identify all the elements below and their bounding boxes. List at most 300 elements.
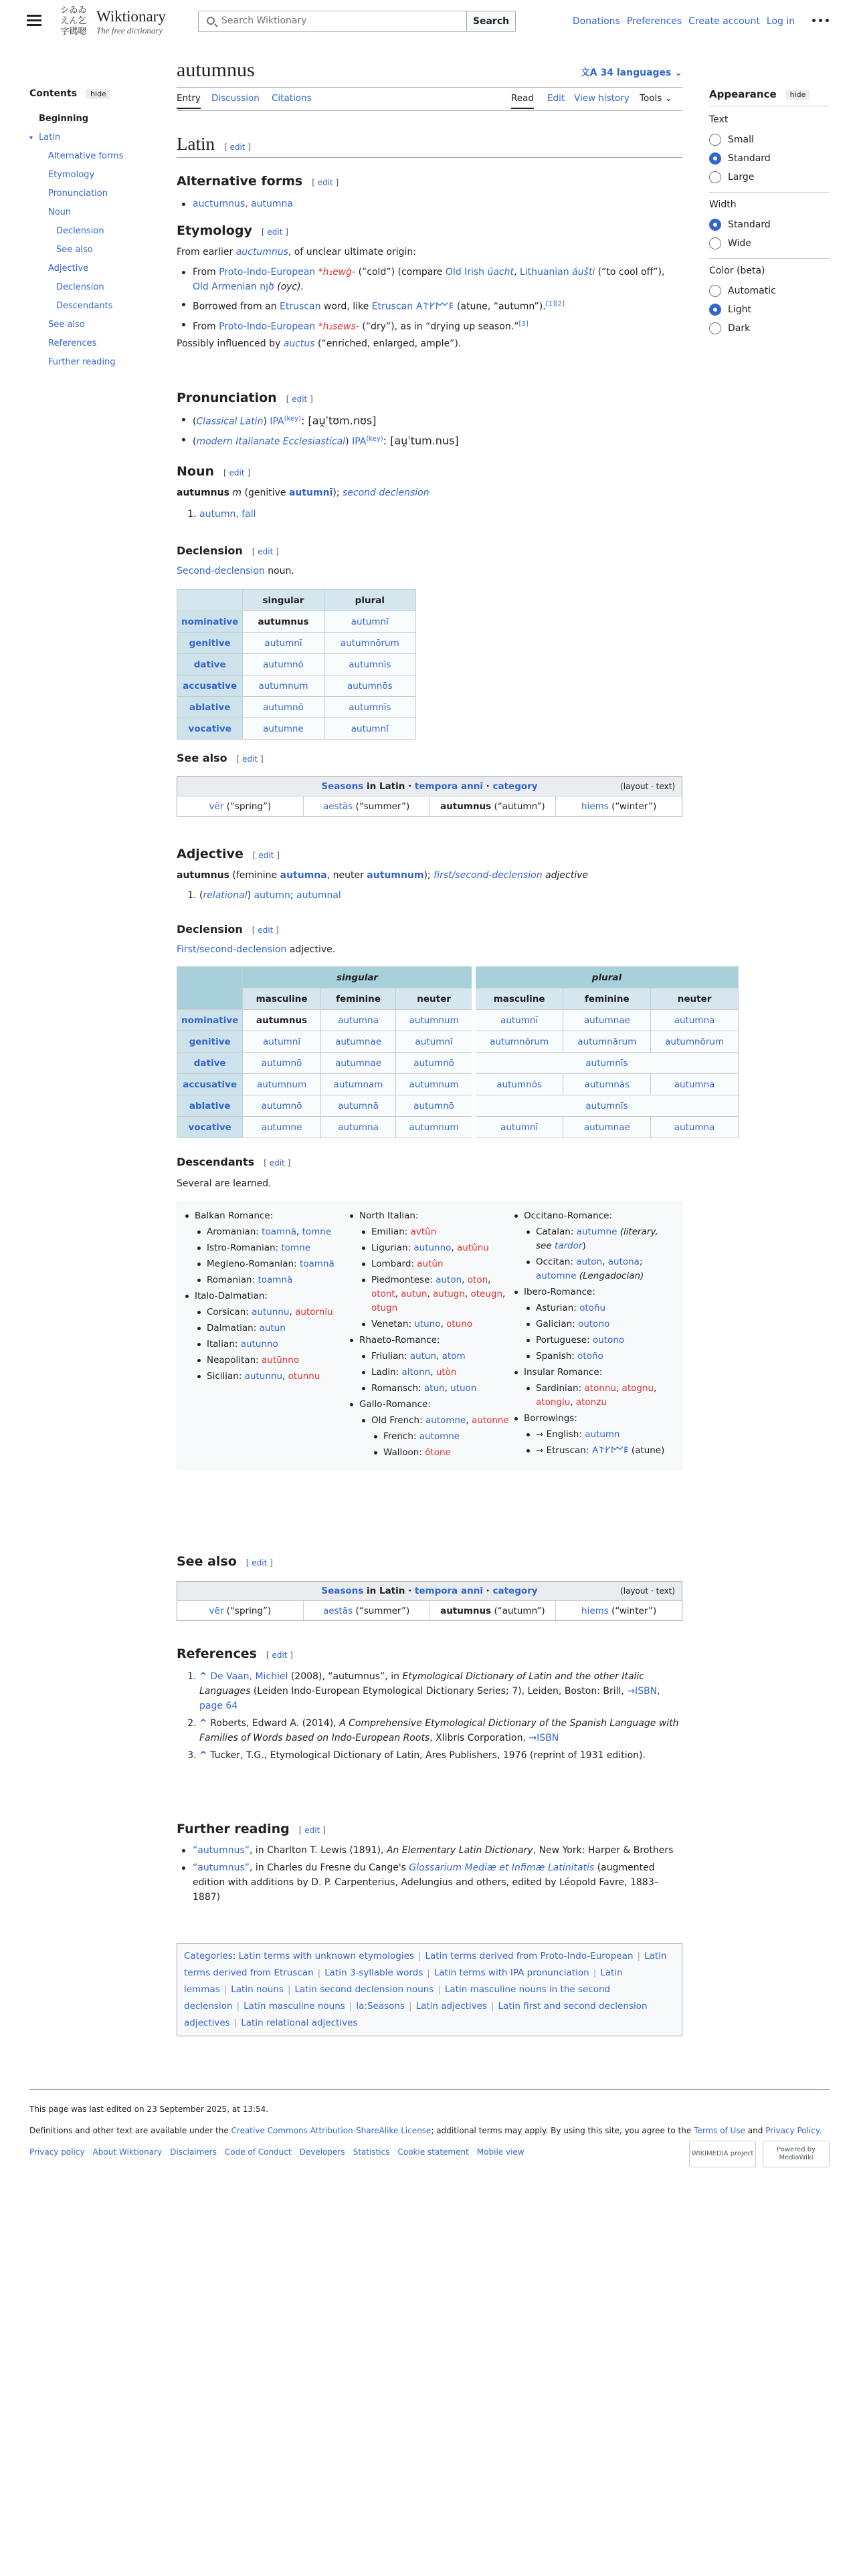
cell-link[interactable]: autumnōs: [496, 1079, 542, 1090]
case-header[interactable]: ablative: [177, 697, 243, 718]
cell-link[interactable]: autumna: [674, 1121, 715, 1133]
descendant-link[interactable]: utuno: [414, 1319, 441, 1329]
case-header[interactable]: genitive: [177, 1031, 243, 1053]
category-link[interactable]: Latin masculine nouns in the second declension: [184, 1984, 611, 2012]
etym-link[interactable]: Proto-Indo-European: [219, 267, 316, 278]
cell-link[interactable]: autumnī: [351, 616, 389, 627]
category-link[interactable]: Latin nouns: [231, 1984, 284, 1995]
navbox-link[interactable]: vēr: [209, 801, 224, 812]
cell-link[interactable]: autumna: [674, 1079, 715, 1090]
category-link[interactable]: Latin terms with unknown etymologies: [238, 1951, 414, 1961]
mediawiki-badge[interactable]: Powered by MediaWiki: [763, 2141, 830, 2167]
table-cell[interactable]: [474, 1031, 563, 1053]
etym-link[interactable]: 𐌀𐌕𐌖𐌌𐌄: [415, 301, 454, 312]
edit-link[interactable]: edit: [272, 1650, 288, 1660]
category-link[interactable]: Latin terms with IPA pronunciation: [434, 1967, 589, 1978]
edit-link[interactable]: edit: [267, 227, 283, 237]
category-link[interactable]: Latin adjectives: [415, 2001, 487, 2012]
toc-item-beginning[interactable]: [29, 110, 163, 128]
descendant-link[interactable]: otunnu: [288, 1371, 320, 1382]
footer-link-cookie-statement[interactable]: Cookie statement: [397, 2147, 469, 2157]
descendant-link[interactable]: autun: [401, 1289, 427, 1299]
license-link[interactable]: Creative Commons Attribution-ShareAlike License: [231, 2126, 432, 2135]
toc-item-pronunciation[interactable]: [29, 185, 163, 203]
case-header[interactable]: vocative: [177, 1117, 243, 1138]
tab-read[interactable]: Read: [511, 93, 534, 109]
tab-view-history[interactable]: View history: [574, 93, 630, 104]
ref-link[interactable]: [1][2]: [545, 300, 565, 308]
pron-label-link[interactable]: modern Italianate Ecclesiastical: [196, 436, 346, 447]
navbox-category-link[interactable]: category: [492, 1586, 538, 1596]
descendant-link[interactable]: autûnu: [457, 1243, 489, 1253]
footer-link-privacy-policy[interactable]: Privacy policy: [29, 2147, 85, 2157]
edit-link[interactable]: edit: [258, 926, 274, 935]
table-cell[interactable]: [474, 1117, 563, 1138]
table-cell[interactable]: [243, 1095, 320, 1117]
chevron-down-icon[interactable]: ▾: [29, 134, 33, 142]
navbox-tempora-link[interactable]: tempora annī: [414, 1586, 483, 1596]
table-cell[interactable]: [563, 1074, 651, 1095]
cell-link[interactable]: autumnī: [500, 1014, 539, 1026]
table-cell[interactable]: [563, 1117, 651, 1138]
toc-item-latin[interactable]: [29, 128, 163, 147]
descendant-link[interactable]: autugn: [433, 1289, 465, 1299]
create-account-link[interactable]: Create account: [688, 16, 760, 27]
navbox-category-link[interactable]: category: [492, 781, 538, 792]
further-reading-link[interactable]: Glossarium Mediæ et Infimæ Latinitatis: [409, 1862, 595, 1873]
table-cell[interactable]: [474, 1095, 739, 1117]
ref-backlink[interactable]: ^: [199, 1671, 207, 1682]
descendant-link[interactable]: autonne: [471, 1415, 509, 1426]
descendant-link[interactable]: outono: [592, 1335, 625, 1346]
footer-link-disclaimers[interactable]: Disclaimers: [170, 2147, 217, 2157]
case-header[interactable]: nominative: [177, 1010, 243, 1031]
descendant-link[interactable]: outono: [578, 1319, 610, 1329]
radio-icon[interactable]: [709, 285, 721, 297]
navbox-link[interactable]: aestās: [322, 801, 353, 812]
footer-link-statistics[interactable]: Statistics: [353, 2147, 390, 2157]
descendant-link[interactable]: automne: [419, 1431, 460, 1442]
main-menu-icon[interactable]: [27, 15, 41, 27]
cell-link[interactable]: autumnae: [583, 1014, 630, 1026]
case-header[interactable]: vocative: [177, 718, 243, 740]
table-cell[interactable]: [243, 1053, 320, 1074]
cell-link[interactable]: autumnī: [351, 723, 389, 734]
toc-item-see-also[interactable]: [29, 241, 163, 259]
descendant-link[interactable]: toamnă: [262, 1226, 296, 1237]
cell-link[interactable]: autumnīs: [349, 702, 391, 713]
further-reading-link[interactable]: “autumnus”: [193, 1862, 250, 1873]
cell-link[interactable]: autumnō: [263, 702, 304, 713]
cell-link[interactable]: autumnō: [261, 1100, 302, 1111]
toc-item-declension[interactable]: [29, 278, 163, 297]
cell-link[interactable]: autumnam: [333, 1079, 383, 1090]
privacy-link[interactable]: Privacy Policy: [765, 2126, 820, 2135]
cell-link[interactable]: autumnae: [335, 1036, 382, 1047]
sense-link[interactable]: autumn: [254, 890, 290, 901]
cell-link[interactable]: autumnīs: [585, 1100, 628, 1111]
sense-link[interactable]: autumnal: [296, 890, 341, 901]
navbox-link[interactable]: vēr: [209, 1606, 224, 1616]
page-link[interactable]: page 64: [199, 1701, 238, 1711]
case-header[interactable]: accusative: [177, 675, 243, 697]
descendant-link[interactable]: 𐌀𐌕𐌖𐌌𐌄: [591, 1445, 629, 1456]
site-name[interactable]: Wiktionary: [96, 8, 166, 25]
edit-link[interactable]: edit: [317, 178, 333, 187]
category-link[interactable]: Latin masculine nouns: [244, 2001, 345, 2012]
descendant-link[interactable]: utuon: [450, 1383, 477, 1394]
cell-link[interactable]: autumnīs: [349, 659, 391, 670]
descendant-link[interactable]: automne: [536, 1271, 577, 1281]
table-cell[interactable]: [320, 1010, 396, 1031]
edit-link[interactable]: edit: [258, 851, 274, 860]
ref-backlink[interactable]: ^: [199, 1718, 207, 1729]
cell-link[interactable]: autumne: [263, 723, 304, 734]
etym-link[interactable]: *h₂sews-: [318, 321, 359, 332]
etym-link[interactable]: áušti: [572, 267, 595, 278]
ipa-key-link[interactable]: (key): [284, 415, 301, 423]
descendant-link[interactable]: otont: [371, 1289, 395, 1299]
table-cell[interactable]: [396, 1010, 474, 1031]
radio-icon[interactable]: [709, 152, 721, 165]
radio-icon[interactable]: [709, 171, 721, 183]
appearance-hide-button[interactable]: hide: [786, 90, 810, 100]
toc-item-references[interactable]: [29, 334, 163, 353]
edit-link[interactable]: edit: [252, 1558, 268, 1568]
cell-link[interactable]: autumnī: [500, 1121, 539, 1133]
toc-item-descendants[interactable]: [29, 297, 163, 316]
cell-link[interactable]: autumnōrum: [340, 637, 399, 649]
table-cell[interactable]: [320, 1095, 396, 1117]
inflection-link[interactable]: autumnum: [367, 870, 424, 881]
navbox-layout-links[interactable]: (layout · text): [620, 1586, 675, 1596]
ref-link[interactable]: [3]: [518, 320, 529, 328]
descendant-link[interactable]: autona: [607, 1257, 640, 1267]
sense-label-link[interactable]: relational: [203, 890, 248, 901]
descendant-link[interactable]: auton: [576, 1257, 603, 1267]
descendant-link[interactable]: otoño: [577, 1351, 603, 1362]
toc-item-see-also[interactable]: [29, 316, 163, 334]
etym-link[interactable]: *h₁ewǵ-: [318, 267, 356, 278]
table-cell[interactable]: [396, 1074, 474, 1095]
table-cell[interactable]: [396, 1095, 474, 1117]
descendant-link[interactable]: autunnu: [252, 1307, 290, 1317]
category-link[interactable]: Latin terms derived from Etruscan: [184, 1951, 667, 1978]
table-cell[interactable]: [324, 718, 415, 740]
descendant-link[interactable]: autunno: [413, 1243, 452, 1253]
language-button[interactable]: 文A 34 languages ⌄: [580, 68, 682, 78]
footer-link-developers[interactable]: Developers: [299, 2147, 345, 2157]
cell-link[interactable]: autumnā: [338, 1100, 379, 1111]
category-link[interactable]: Latin 3-syllable words: [324, 1967, 423, 1978]
descendant-link[interactable]: otoñu: [579, 1303, 606, 1313]
declension-type-link[interactable]: /second-declension: [196, 944, 287, 955]
cell-link[interactable]: autumna: [674, 1014, 715, 1026]
category-link[interactable]: Latin lemmas: [184, 1967, 623, 1995]
etym-link[interactable]: Proto-Indo-European: [219, 321, 316, 332]
etym-link[interactable]: Etruscan: [280, 301, 321, 312]
descendant-link[interactable]: autumne: [576, 1226, 617, 1237]
radio-icon[interactable]: [709, 322, 721, 334]
navbox-seasons-link[interactable]: Seasons: [321, 1586, 364, 1596]
cell-link[interactable]: autumnōrum: [665, 1036, 725, 1047]
log-in-link[interactable]: Log in: [766, 16, 795, 27]
cell-link[interactable]: autumnum: [257, 1079, 307, 1090]
declension-type-link[interactable]: Second-declension: [177, 566, 265, 576]
cell-link[interactable]: autumnum: [258, 680, 308, 691]
category-link[interactable]: la:Seasons: [356, 2001, 405, 2012]
tools-menu[interactable]: Tools ⌄: [640, 93, 672, 104]
cell-link[interactable]: autumnī: [415, 1036, 453, 1047]
descendant-link[interactable]: autumn: [585, 1429, 620, 1440]
descendant-link[interactable]: atonnu: [584, 1383, 616, 1394]
cell-link[interactable]: autumnō: [261, 1057, 302, 1069]
search-button[interactable]: Search: [466, 11, 516, 32]
table-cell[interactable]: [320, 1031, 396, 1053]
cell-link[interactable]: autumna: [338, 1121, 379, 1133]
radio-icon[interactable]: [709, 237, 721, 249]
declension-link[interactable]: second declension: [343, 488, 430, 498]
category-link[interactable]: Latin first and second declension adjectives: [184, 2001, 648, 2028]
etym-link[interactable]: ոյծ: [260, 282, 274, 292]
toc-hide-button[interactable]: hide: [86, 89, 110, 99]
isbn-link[interactable]: →ISBN: [627, 1686, 658, 1697]
descendant-link[interactable]: toamnă: [258, 1275, 293, 1285]
edit-link[interactable]: edit: [242, 754, 258, 764]
toc-item-noun[interactable]: [29, 203, 163, 222]
table-cell[interactable]: [324, 633, 415, 654]
table-cell[interactable]: [243, 611, 324, 633]
radio-icon[interactable]: [709, 304, 721, 316]
edit-link[interactable]: edit: [229, 468, 245, 477]
cell-link[interactable]: autumnās: [584, 1079, 630, 1090]
descendant-link[interactable]: otugn: [371, 1303, 398, 1313]
wiktionary-logo-icon[interactable]: シゐゐ えん乞 字碼嗯: [60, 5, 87, 37]
more-options-icon[interactable]: •••: [811, 16, 831, 27]
descendant-link[interactable]: oton: [467, 1275, 488, 1285]
table-cell[interactable]: [651, 1031, 739, 1053]
toc-item-etymology[interactable]: [29, 166, 163, 185]
etym-link[interactable]: auctumnus: [235, 247, 288, 257]
isbn-link[interactable]: →ISBN: [529, 1733, 559, 1743]
cell-link[interactable]: autumnō: [263, 659, 304, 670]
edit-link[interactable]: edit: [292, 395, 308, 404]
search-box[interactable]: [198, 11, 467, 32]
descendant-link[interactable]: atun: [423, 1383, 445, 1394]
footer-link-code-of-conduct[interactable]: Code of Conduct: [224, 2147, 292, 2157]
edit-link[interactable]: edit: [269, 1158, 285, 1168]
descendant-link[interactable]: autûn: [417, 1259, 444, 1269]
text-option-small[interactable]: [709, 130, 830, 149]
cell-link[interactable]: autumnō: [413, 1100, 454, 1111]
descendant-link[interactable]: tomne: [302, 1226, 332, 1237]
table-cell[interactable]: [320, 1117, 396, 1138]
donations-link[interactable]: Donations: [572, 16, 620, 27]
table-cell[interactable]: [563, 1031, 651, 1053]
table-cell[interactable]: [651, 1074, 739, 1095]
toc-item-adjective[interactable]: [29, 259, 163, 278]
table-cell[interactable]: [651, 1010, 739, 1031]
sense-link[interactable]: autumn, fall: [199, 509, 256, 520]
ref-backlink[interactable]: ^: [199, 1750, 207, 1761]
table-cell[interactable]: [243, 1010, 320, 1031]
table-cell[interactable]: [243, 675, 324, 697]
cell-link[interactable]: autumne: [261, 1121, 302, 1133]
descendant-link[interactable]: atom: [442, 1351, 466, 1362]
descendant-link[interactable]: utòn: [436, 1367, 457, 1378]
case-header[interactable]: genitive: [177, 633, 243, 654]
case-header[interactable]: ablative: [177, 1095, 243, 1117]
navbox-seasons-link[interactable]: Seasons: [321, 781, 364, 792]
descendant-link[interactable]: atognu: [622, 1383, 654, 1394]
toc-item-alternative-forms[interactable]: [29, 147, 163, 166]
table-cell[interactable]: [243, 654, 324, 675]
etym-link[interactable]: Old Irish: [445, 267, 485, 278]
case-header[interactable]: dative: [177, 654, 243, 675]
table-cell[interactable]: [651, 1117, 739, 1138]
descendant-link[interactable]: autun: [259, 1323, 286, 1333]
footer-link-mobile-view[interactable]: Mobile view: [476, 2147, 524, 2157]
table-cell[interactable]: [320, 1074, 396, 1095]
further-reading-link[interactable]: “autumnus”: [193, 1845, 250, 1856]
table-cell[interactable]: [243, 1117, 320, 1138]
navbox-link[interactable]: hiems: [581, 1606, 609, 1616]
category-link[interactable]: Latin terms derived from Proto-Indo-European: [425, 1951, 634, 1961]
alt-forms-links[interactable]: auctumnus, autumna: [193, 199, 293, 209]
color-option-dark[interactable]: [709, 319, 830, 338]
descendant-link[interactable]: autunnu: [244, 1371, 283, 1382]
edit-link[interactable]: edit: [229, 142, 246, 152]
declension-link[interactable]: first/second-declension: [434, 870, 543, 881]
descendant-link[interactable]: otuno: [446, 1319, 473, 1329]
case-header[interactable]: nominative: [177, 611, 243, 633]
ipa-link[interactable]: IPA: [270, 416, 284, 427]
width-option-standard[interactable]: [709, 215, 830, 234]
category-link[interactable]: Latin second declension nouns: [294, 1984, 434, 1995]
text-option-large[interactable]: [709, 168, 830, 187]
inflection-link[interactable]: autumna: [280, 870, 327, 881]
descendant-link[interactable]: autunno: [240, 1339, 278, 1350]
table-cell[interactable]: [324, 611, 415, 633]
table-cell[interactable]: [243, 633, 324, 654]
edit-link[interactable]: edit: [258, 547, 274, 556]
preferences-link[interactable]: Preferences: [626, 16, 682, 27]
etym-link[interactable]: Old Armenian: [193, 282, 257, 292]
width-option-wide[interactable]: [709, 234, 830, 253]
table-cell[interactable]: [474, 1074, 563, 1095]
case-header[interactable]: accusative: [177, 1074, 243, 1095]
pron-label-link[interactable]: Classical Latin: [196, 416, 264, 427]
ipa-key-link[interactable]: (key): [366, 435, 383, 443]
descendant-link[interactable]: atongiu: [536, 1397, 571, 1408]
declension-type-link[interactable]: First: [177, 944, 197, 955]
descendant-link[interactable]: autūnno: [261, 1355, 300, 1366]
descendant-link[interactable]: avtûn: [410, 1226, 437, 1237]
table-cell[interactable]: [324, 675, 415, 697]
genitive-link[interactable]: autumnī: [288, 488, 333, 498]
cell-link[interactable]: autumnīs: [585, 1057, 628, 1069]
edit-link[interactable]: edit: [304, 1826, 320, 1835]
navbox-layout-links[interactable]: (layout · text): [620, 782, 675, 791]
text-option-standard[interactable]: [709, 149, 830, 168]
navbox-tempora-link[interactable]: tempora annī: [414, 781, 483, 792]
descendant-link[interactable]: auton: [436, 1275, 462, 1285]
navbox-link[interactable]: hiems: [581, 801, 609, 812]
cell-link[interactable]: autumnum: [409, 1121, 459, 1133]
table-cell[interactable]: [243, 697, 324, 718]
tab-discussion[interactable]: Discussion: [211, 93, 260, 104]
radio-icon[interactable]: [709, 219, 721, 231]
cell-link[interactable]: autumnārum: [577, 1036, 637, 1047]
table-cell[interactable]: [396, 1031, 474, 1053]
cell-link[interactable]: autumnī: [263, 1036, 301, 1047]
etym-link[interactable]: Lithuanian: [519, 267, 569, 278]
toc-item-further-reading[interactable]: [29, 353, 163, 372]
footer-link-about-wiktionary[interactable]: About Wiktionary: [92, 2147, 163, 2157]
table-cell[interactable]: [243, 1031, 320, 1053]
descendant-link[interactable]: tomne: [281, 1243, 310, 1253]
cell-link[interactable]: autumnī: [264, 637, 302, 649]
etym-link[interactable]: úacht: [487, 267, 514, 278]
tab-citations[interactable]: Citations: [272, 93, 312, 104]
wikimedia-badge[interactable]: WIKIMEDIA project: [689, 2141, 756, 2167]
descendant-link[interactable]: autorniu: [295, 1307, 333, 1317]
descendant-link[interactable]: oteugn: [470, 1289, 503, 1299]
descendant-link[interactable]: automne: [425, 1415, 466, 1426]
cell-link[interactable]: autumna: [338, 1014, 379, 1026]
color-option-light[interactable]: [709, 300, 830, 319]
categories-label[interactable]: Categories: [184, 1951, 233, 1961]
descendant-link[interactable]: atonzu: [575, 1397, 607, 1408]
terms-link[interactable]: Terms of Use: [694, 2126, 745, 2135]
descendant-link[interactable]: tardor: [554, 1241, 583, 1251]
table-cell[interactable]: [324, 697, 415, 718]
author-link[interactable]: De Vaan, Michiel: [210, 1671, 288, 1682]
table-cell[interactable]: [563, 1010, 651, 1031]
tab-entry[interactable]: Entry: [177, 93, 201, 109]
table-cell[interactable]: [324, 654, 415, 675]
table-cell[interactable]: [474, 1053, 739, 1074]
etym-link[interactable]: auctus: [283, 338, 315, 350]
table-cell[interactable]: [396, 1117, 474, 1138]
cell-link[interactable]: autumnae: [335, 1057, 382, 1069]
cell-link[interactable]: autumnōrum: [490, 1036, 549, 1047]
category-link[interactable]: Latin relational adjectives: [241, 2018, 358, 2028]
cell-link[interactable]: autumnō: [413, 1057, 454, 1069]
descendant-link[interactable]: altonn: [401, 1367, 431, 1378]
cell-link[interactable]: autumnum: [409, 1014, 459, 1026]
color-option-automatic[interactable]: [709, 282, 830, 300]
etym-link[interactable]: Etruscan: [371, 301, 413, 312]
descendant-link[interactable]: toamnă: [299, 1259, 335, 1269]
cell-link[interactable]: autumnum: [409, 1079, 459, 1090]
table-cell[interactable]: [243, 1074, 320, 1095]
table-cell[interactable]: [320, 1053, 396, 1074]
case-header[interactable]: dative: [177, 1053, 243, 1074]
table-cell[interactable]: [474, 1010, 563, 1031]
tab-edit[interactable]: Edit: [547, 93, 565, 104]
table-cell[interactable]: [396, 1053, 474, 1074]
adjective-table-scroll[interactable]: [177, 966, 725, 1138]
toc-item-declension[interactable]: [29, 222, 163, 241]
descendant-link[interactable]: autun: [409, 1351, 437, 1362]
radio-icon[interactable]: [709, 134, 721, 146]
navbox-link[interactable]: aestās: [322, 1606, 353, 1616]
ipa-link[interactable]: IPA: [352, 436, 367, 447]
cell-link[interactable]: autumnae: [583, 1121, 630, 1133]
table-cell[interactable]: [243, 718, 324, 740]
search-input[interactable]: [221, 15, 462, 26]
